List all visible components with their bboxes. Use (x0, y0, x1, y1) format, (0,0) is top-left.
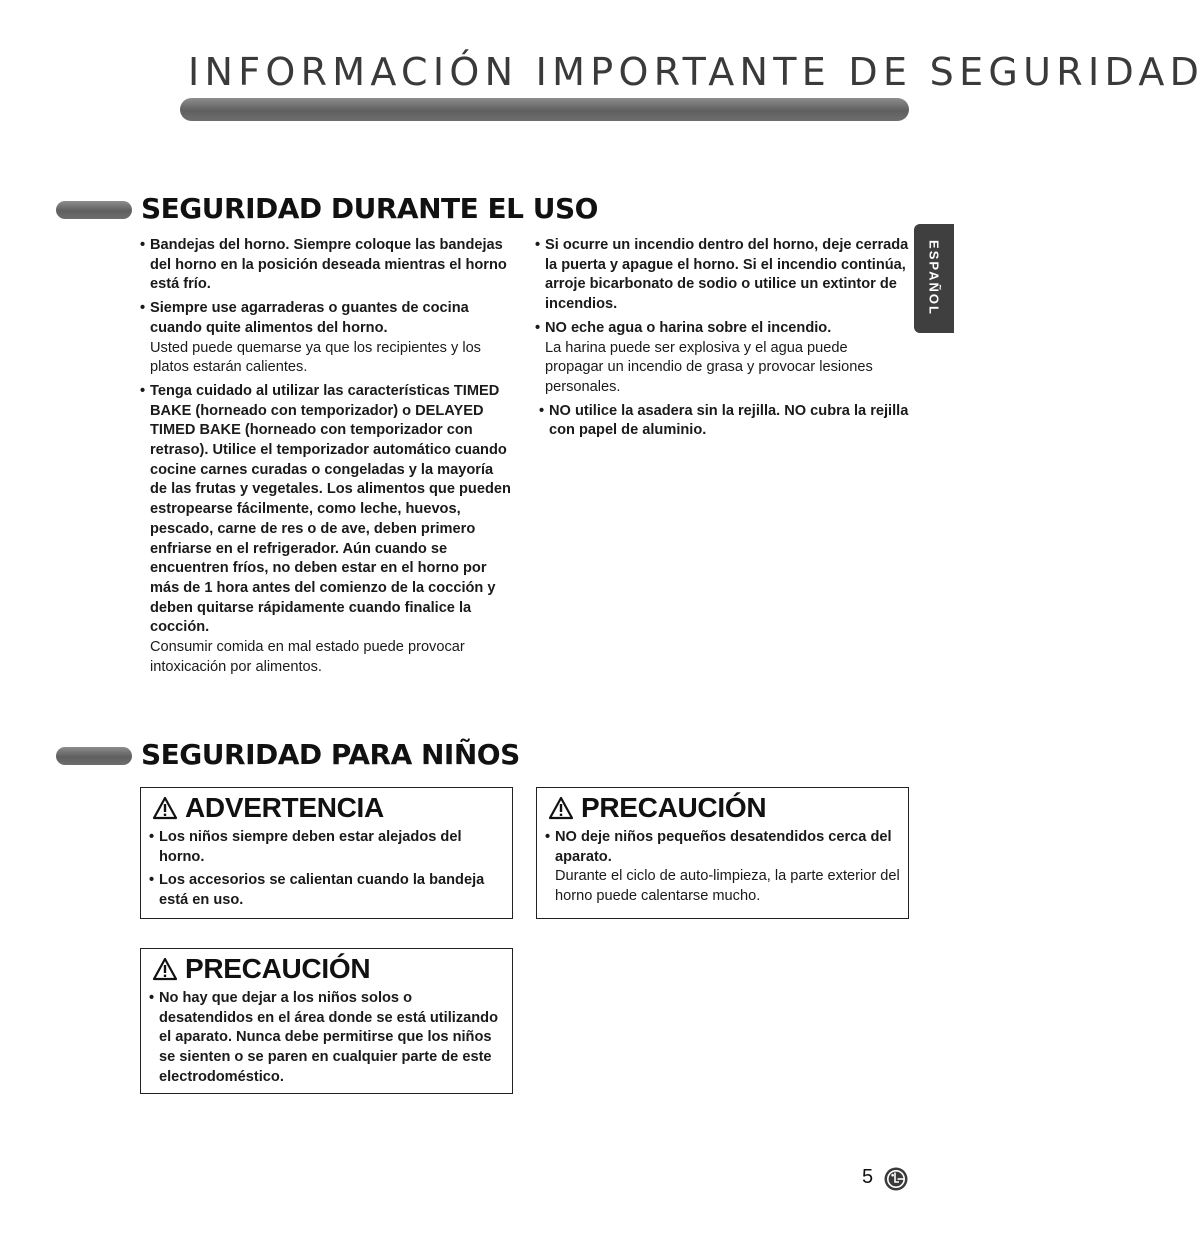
language-tab-label: ESPAÑOL (926, 240, 942, 316)
use-right-column (535, 236, 910, 441)
list-item (539, 402, 910, 441)
list-item (149, 989, 504, 1088)
bullet: • (140, 300, 146, 317)
item-bold-text: Tenga cuidado al utilizar las características TIMED BAKE (horneado con temporizador) o DELAYED TIMED BAKE (horneado con temporizador con retraso). Utilice el temporizador automático cuando cocine carnes curadas o congeladas y la mayoría de las frutas y vegetales. Los alimentos que pueden estropearse fácilmente, como leche, huevos, pescado, carne de res o de ave, deben primero enfriarse en el refrigerador. Aún cuando se encuentren fríos, no deben estar en el horno por más de 1 hora antes del comienzo de la cocción y deben quitarse rápidamente cuando finalice la cocción. (150, 382, 511, 636)
caution-box-title: PRECAUCIÓN (185, 953, 371, 984)
item-bold-text: No hay que dejar a los niños solos o desatendidos en el área donde se está utilizando el aparato. Nunca debe permitirse que los niños se sienten o se paren en cualquier parte de este electrodoméstico. (159, 990, 498, 1085)
warning-triangle-icon (549, 797, 573, 819)
item-bold-text: Siempre use agarraderas o guantes de cocina cuando quite alimentos del horno. (150, 300, 469, 336)
language-tab (914, 224, 954, 333)
use-left-column (140, 236, 512, 677)
bullet: • (149, 872, 155, 889)
item-bold-text: Si ocurre un incendio dentro del horno, deje cerrada la puerta y apague el horno. Si el incendio continúa, arroje bicarbonato de sodio o utilice un extintor de incendios. (545, 237, 909, 313)
caution-box-header (153, 949, 504, 989)
section-marker-use (56, 201, 132, 219)
item-note-text: Consumir comida en mal estado puede provocar intoxicación por alimentos. (150, 639, 465, 675)
bullet: • (140, 382, 146, 399)
warning-box-title: ADVERTENCIA (185, 792, 384, 823)
list-item (140, 382, 512, 678)
caution-box-left (140, 948, 513, 1094)
caution-box-title: PRECAUCIÓN (581, 792, 767, 823)
bullet: • (140, 237, 146, 253)
bullet: • (149, 990, 155, 1006)
warning-triangle-icon (153, 797, 177, 819)
item-bold-text: Los accesorios se calientan cuando la bandeja está en uso. (159, 872, 485, 909)
list-item (149, 871, 504, 910)
bullet: • (545, 829, 551, 845)
bullet: • (149, 829, 155, 845)
bullet: • (535, 319, 541, 336)
list-item (535, 319, 910, 398)
warning-box-header (153, 788, 504, 828)
lg-logo-icon (884, 1167, 908, 1191)
page-title: INFORMACIÓN IMPORTANTE DE SEGURIDAD (188, 50, 1204, 94)
caution-box-right (536, 787, 909, 919)
warning-box (140, 787, 513, 919)
item-bold-text: NO utilice la asadera sin la rejilla. NO cubra la rejilla con papel de aluminio. (549, 402, 909, 439)
item-bold-text: Bandejas del horno. Siempre coloque las bandejas del horno en la posición deseada mientras el horno está frío. (150, 237, 507, 293)
section-marker-children (56, 747, 132, 765)
section-title-children: SEGURIDAD PARA NIÑOS (141, 738, 520, 771)
list-item (140, 299, 512, 378)
list-item (535, 236, 910, 315)
section-title-use: SEGURIDAD DURANTE EL USO (141, 192, 598, 225)
warning-triangle-icon (153, 958, 177, 980)
list-item (140, 236, 512, 295)
caution-box-header (549, 788, 900, 828)
list-item (149, 828, 504, 867)
item-bold-text: Los niños siempre deben estar alejados del horno. (159, 829, 462, 865)
bullet: • (539, 402, 545, 419)
list-item (545, 828, 900, 907)
title-bar-decoration (180, 98, 909, 121)
item-note-text: La harina puede ser explosiva y el agua puede propagar un incendio de grasa y provocar lesiones personales. (545, 339, 873, 395)
item-note-text: Durante el ciclo de auto-limpieza, la parte exterior del horno puede calentarse mucho. (555, 868, 900, 905)
item-bold-text: NO deje niños pequeños desatendidos cerca del aparato. (555, 829, 892, 865)
bullet: • (535, 237, 541, 253)
item-bold-text: NO eche agua o harina sobre el incendio. (545, 319, 832, 336)
page-number: 5 (862, 1166, 874, 1188)
item-note-text: Usted puede quemarse ya que los recipientes y los platos estarán calientes. (150, 339, 481, 376)
